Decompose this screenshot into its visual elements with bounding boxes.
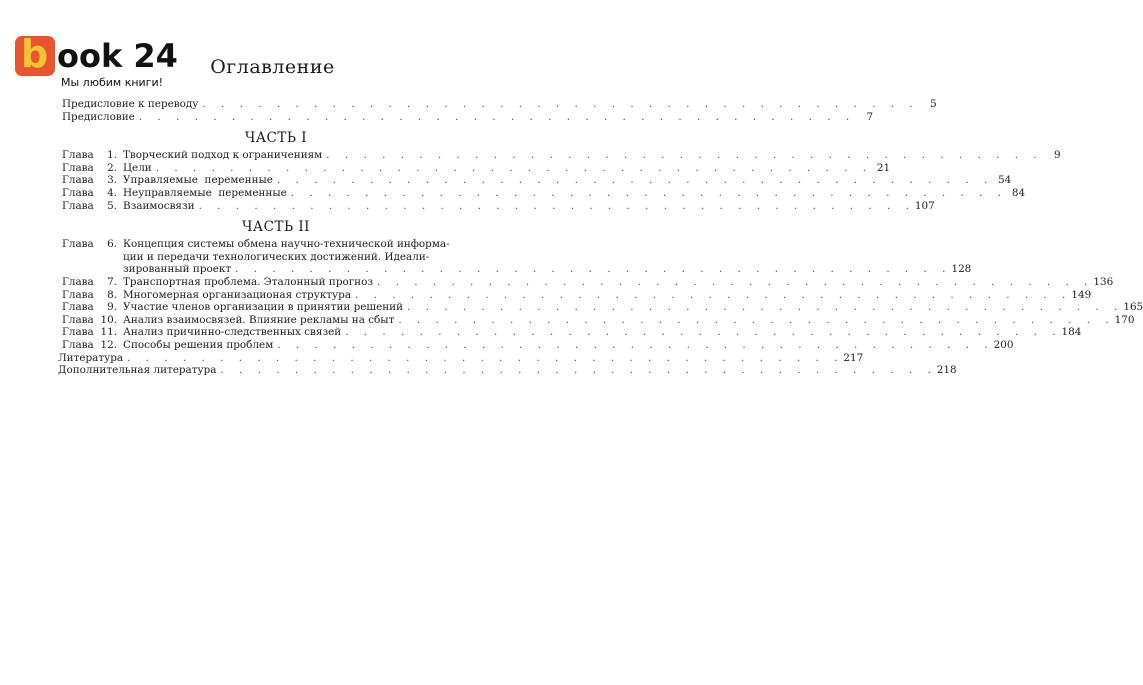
chapter-number: 12. [100,338,117,351]
dot-leader: . . . . . . . . . . . . . . . . . . . . . . . . . . . . . . . . . . . . . . . [220,364,937,377]
dot-leader: . . . . . . . . . . . . . . . . . . . . . . . . . . . . . . . . . . . . . . . [377,275,1094,288]
toc-chapter-3 [62,174,1012,187]
chapter-title: Взаимосвязи [123,199,195,212]
chapter-page: 107 [914,199,935,212]
toc-entry-page: 217 [843,351,864,364]
chapter-page: 165 [1123,301,1143,314]
dot-leader: . . . . . . . . . . . . . . . . . . . . . . . . . . . . . . . . . . . . . . . [407,301,1124,314]
chapter-title: Цели [123,161,152,174]
dot-leader: . . . . . . . . . . . . . . . . . . . . . . . . . . . . . . . . . . . . . . . [155,161,873,174]
chapter-page: 149 [1071,288,1092,301]
chapter-number: 9. [107,301,117,314]
chapter-page: 170 [1114,313,1135,326]
chapter-label: Глава [62,301,94,314]
chapter-page: 54 [998,174,1012,187]
part-heading-2: ЧАСТЬ II [241,219,311,236]
toc-entry-preface [62,110,874,124]
chapter-title: Способы решения проблем [123,338,274,351]
chapter-title-text: зированный проект [123,263,232,276]
toc-chapter-1 [62,149,1061,162]
chapter-title: Транспортная проблема. Эталонный прогноз [123,275,374,288]
logo-tagline: Мы любим книги! [61,76,164,89]
chapter-label: Глава [62,326,94,339]
chapter-title: Анализ причинно-следственных связей [123,326,342,339]
chapter-page: 184 [1061,326,1082,339]
table-of-contents [58,98,1143,377]
dot-leader: . . . . . . . . . . . . . . . . . . . . . . . . . . . . . . . . . . . . . . . [198,199,915,212]
chapter-title-line [123,238,971,251]
chapter-label: Глава [62,199,94,212]
toc-chapter-10 [62,313,1135,327]
toc-entry-page: 218 [936,364,957,377]
chapter-number: 11. [100,326,117,339]
dot-leader: . . . . . . . . . . . . . . . . . . . . . . . . . . . . . . . . . . . . . . . [276,174,994,187]
toc-chapter-6 [62,238,972,276]
logo-mark-letter: b [21,32,49,76]
chapter-number: 6. [107,238,117,251]
dot-leader: . . . . . . . . . . . . . . . . . . . . . . . . . . . . . . . . . . . . . . . [355,288,1072,301]
chapter-label: Глава [62,149,94,162]
chapter-page: 200 [993,338,1014,351]
logo-wordmark: ook 24 [57,37,178,75]
dot-leader: . . . . . . . . . . . . . . . . . . . . . . . . . . . . . . . . . . . . . . . [345,326,1062,339]
toc-entry-additional-references [58,364,957,377]
chapter-label: Глава [62,161,94,174]
chapter-page: 136 [1093,275,1114,288]
chapter-label: Глава [62,186,94,199]
dot-leader: . . . . . . . . . . . . . . . . . . . . . . . . . . . . . . . . . . . . . . . [202,98,919,110]
toc-chapter-7 [62,275,1114,289]
toc-entry-title: Литература [58,351,124,364]
toc-entry-preface-translation [62,98,937,111]
chapter-page: 128 [951,263,972,276]
toc-chapter-4 [62,186,1026,200]
chapter-label: Глава [62,238,94,251]
chapter-page: 21 [876,161,891,174]
toc-chapter-5 [62,199,935,213]
chapter-title: Творческий подход к ограничениям [123,149,323,162]
chapter-label: Глава [62,174,94,187]
chapter-title-text: Концепция системы обмена научно-технической информа- [123,238,450,251]
toc-entry-page: 7 [866,110,874,123]
part-heading-1: ЧАСТЬ I [244,130,308,147]
chapter-title-line [123,251,971,264]
chapter-title-line [123,263,971,276]
chapter-label: Глава [62,313,94,326]
chapter-page: 84 [1011,186,1026,199]
chapter-page: 9 [1053,149,1061,162]
dot-leader: . . . . . . . . . . . . . . . . . . . . . . . . . . . . . . . . . . . . . . . [127,351,844,364]
dot-leader: . . . . . . . . . . . . . . . . . . . . . . . . . . . . . . . . . . . . . . . [277,338,994,351]
toc-chapter-12 [62,338,1014,352]
dot-leader: . . . . . . . . . . . . . . . . . . . . . . . . . . . . . . . . . . . . . . . [290,186,1008,199]
toc-chapter-9 [62,301,1143,314]
chapter-number: 7. [107,275,117,288]
chapter-title: Многомерная организационая структура [123,288,352,301]
chapter-title: Неуправляемые переменные [123,186,287,199]
chapter-number: 10. [100,313,117,326]
toc-chapter-8 [62,288,1092,302]
toc-entry-references [58,351,864,365]
chapter-label: Глава [62,288,94,301]
toc-chapter-11 [62,326,1082,339]
chapter-label: Глава [62,275,94,288]
chapter-title-text: ции и передачи технологических достижений. Идеали- [123,250,430,263]
toc-chapter-2 [62,161,891,175]
dot-leader: . . . . . . . . . . . . . . . . . . . . . . . . . . . . . . . . . . . . . . . [326,149,1043,162]
chapter-number: 5. [107,199,117,212]
chapter-number: 2. [107,161,117,174]
page-title: Оглавление [210,56,335,78]
chapter-number: 8. [107,288,117,301]
chapter-title: Участие членов организации в принятии решений [123,301,403,314]
dot-leader: . . . . . . . . . . . . . . . . . . . . . . . . . . . . . . . . . . . . . . . [235,263,952,276]
chapter-title: Управляемые переменные [123,174,273,187]
toc-entry-title: Предисловие к переводу [62,98,199,110]
chapter-number: 1. [107,149,117,162]
chapter-title: Анализ взаимосвязей. Влияние рекламы на сбыт [123,313,395,326]
chapter-label: Глава [62,338,94,351]
toc-entry-title: Дополнительная литература [58,364,217,377]
toc-entry-title: Предисловие [62,110,135,123]
chapter-number: 4. [107,186,117,199]
toc-entry-page: 5 [930,98,937,110]
dot-leader: . . . . . . . . . . . . . . . . . . . . . . . . . . . . . . . . . . . . . . . [398,313,1115,326]
chapter-number: 3. [107,174,117,187]
chapter-title-block [123,238,971,276]
dot-leader: . . . . . . . . . . . . . . . . . . . . . . . . . . . . . . . . . . . . . . . [138,110,856,123]
